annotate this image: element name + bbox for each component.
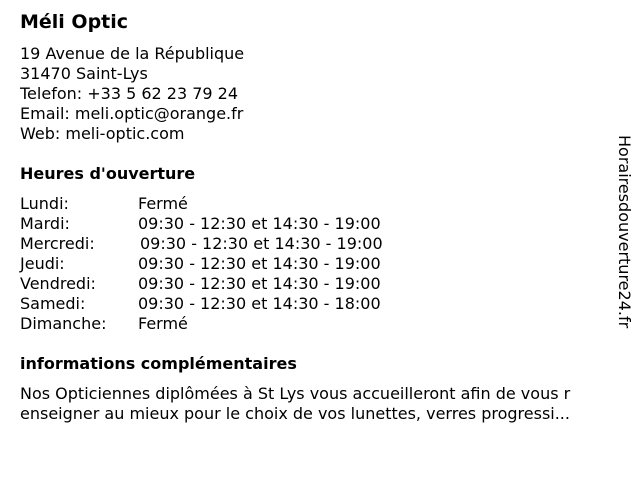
hours-time: Fermé	[138, 314, 188, 333]
hours-day: Jeudi:	[20, 254, 65, 273]
hours-row-tuesday	[20, 214, 480, 234]
hours-row-friday	[20, 274, 480, 294]
hours-day: Mercredi:	[20, 234, 95, 253]
hours-time: 09:30 - 12:30 et 14:30 - 19:00	[140, 234, 383, 253]
hours-time: 09:30 - 12:30 et 14:30 - 18:00	[138, 294, 381, 313]
email-address: Email: meli.optic@orange.fr	[20, 104, 244, 123]
hours-day: Samedi:	[20, 294, 86, 313]
address-line-2: 31470 Saint-Lys	[20, 64, 148, 83]
hours-day: Lundi:	[20, 194, 69, 213]
hours-row-saturday	[20, 294, 480, 314]
hours-row-wednesday	[20, 234, 480, 254]
hours-time: 09:30 - 12:30 et 14:30 - 19:00	[138, 214, 381, 233]
site-watermark: Horairesdouverture24.fr	[615, 135, 634, 329]
info-line-2: enseigner au mieux pour le choix de vos lunettes, verres progressi...	[20, 404, 570, 423]
info-description	[20, 384, 620, 424]
hours-row-monday	[20, 194, 480, 214]
hours-time: Fermé	[138, 194, 188, 213]
hours-row-sunday	[20, 314, 480, 334]
website: Web: meli-optic.com	[20, 124, 185, 143]
address-line-1: 19 Avenue de la République	[20, 44, 245, 63]
hours-time: 09:30 - 12:30 et 14:30 - 19:00	[138, 254, 381, 273]
hours-day: Mardi:	[20, 214, 70, 233]
business-name: Méli Optic	[20, 11, 129, 33]
hours-heading: Heures d'ouverture	[20, 164, 196, 183]
contact-block	[20, 44, 244, 144]
info-heading: informations complémentaires	[20, 354, 297, 373]
hours-time: 09:30 - 12:30 et 14:30 - 19:00	[138, 274, 381, 293]
phone-number: Telefon: +33 5 62 23 79 24	[20, 84, 239, 103]
hours-day: Vendredi:	[20, 274, 96, 293]
info-line-1: Nos Opticiennes diplômées à St Lys vous accueilleront afin de vous r	[20, 384, 571, 403]
hours-table	[20, 194, 480, 334]
hours-row-thursday	[20, 254, 480, 274]
hours-day: Dimanche:	[20, 314, 107, 333]
